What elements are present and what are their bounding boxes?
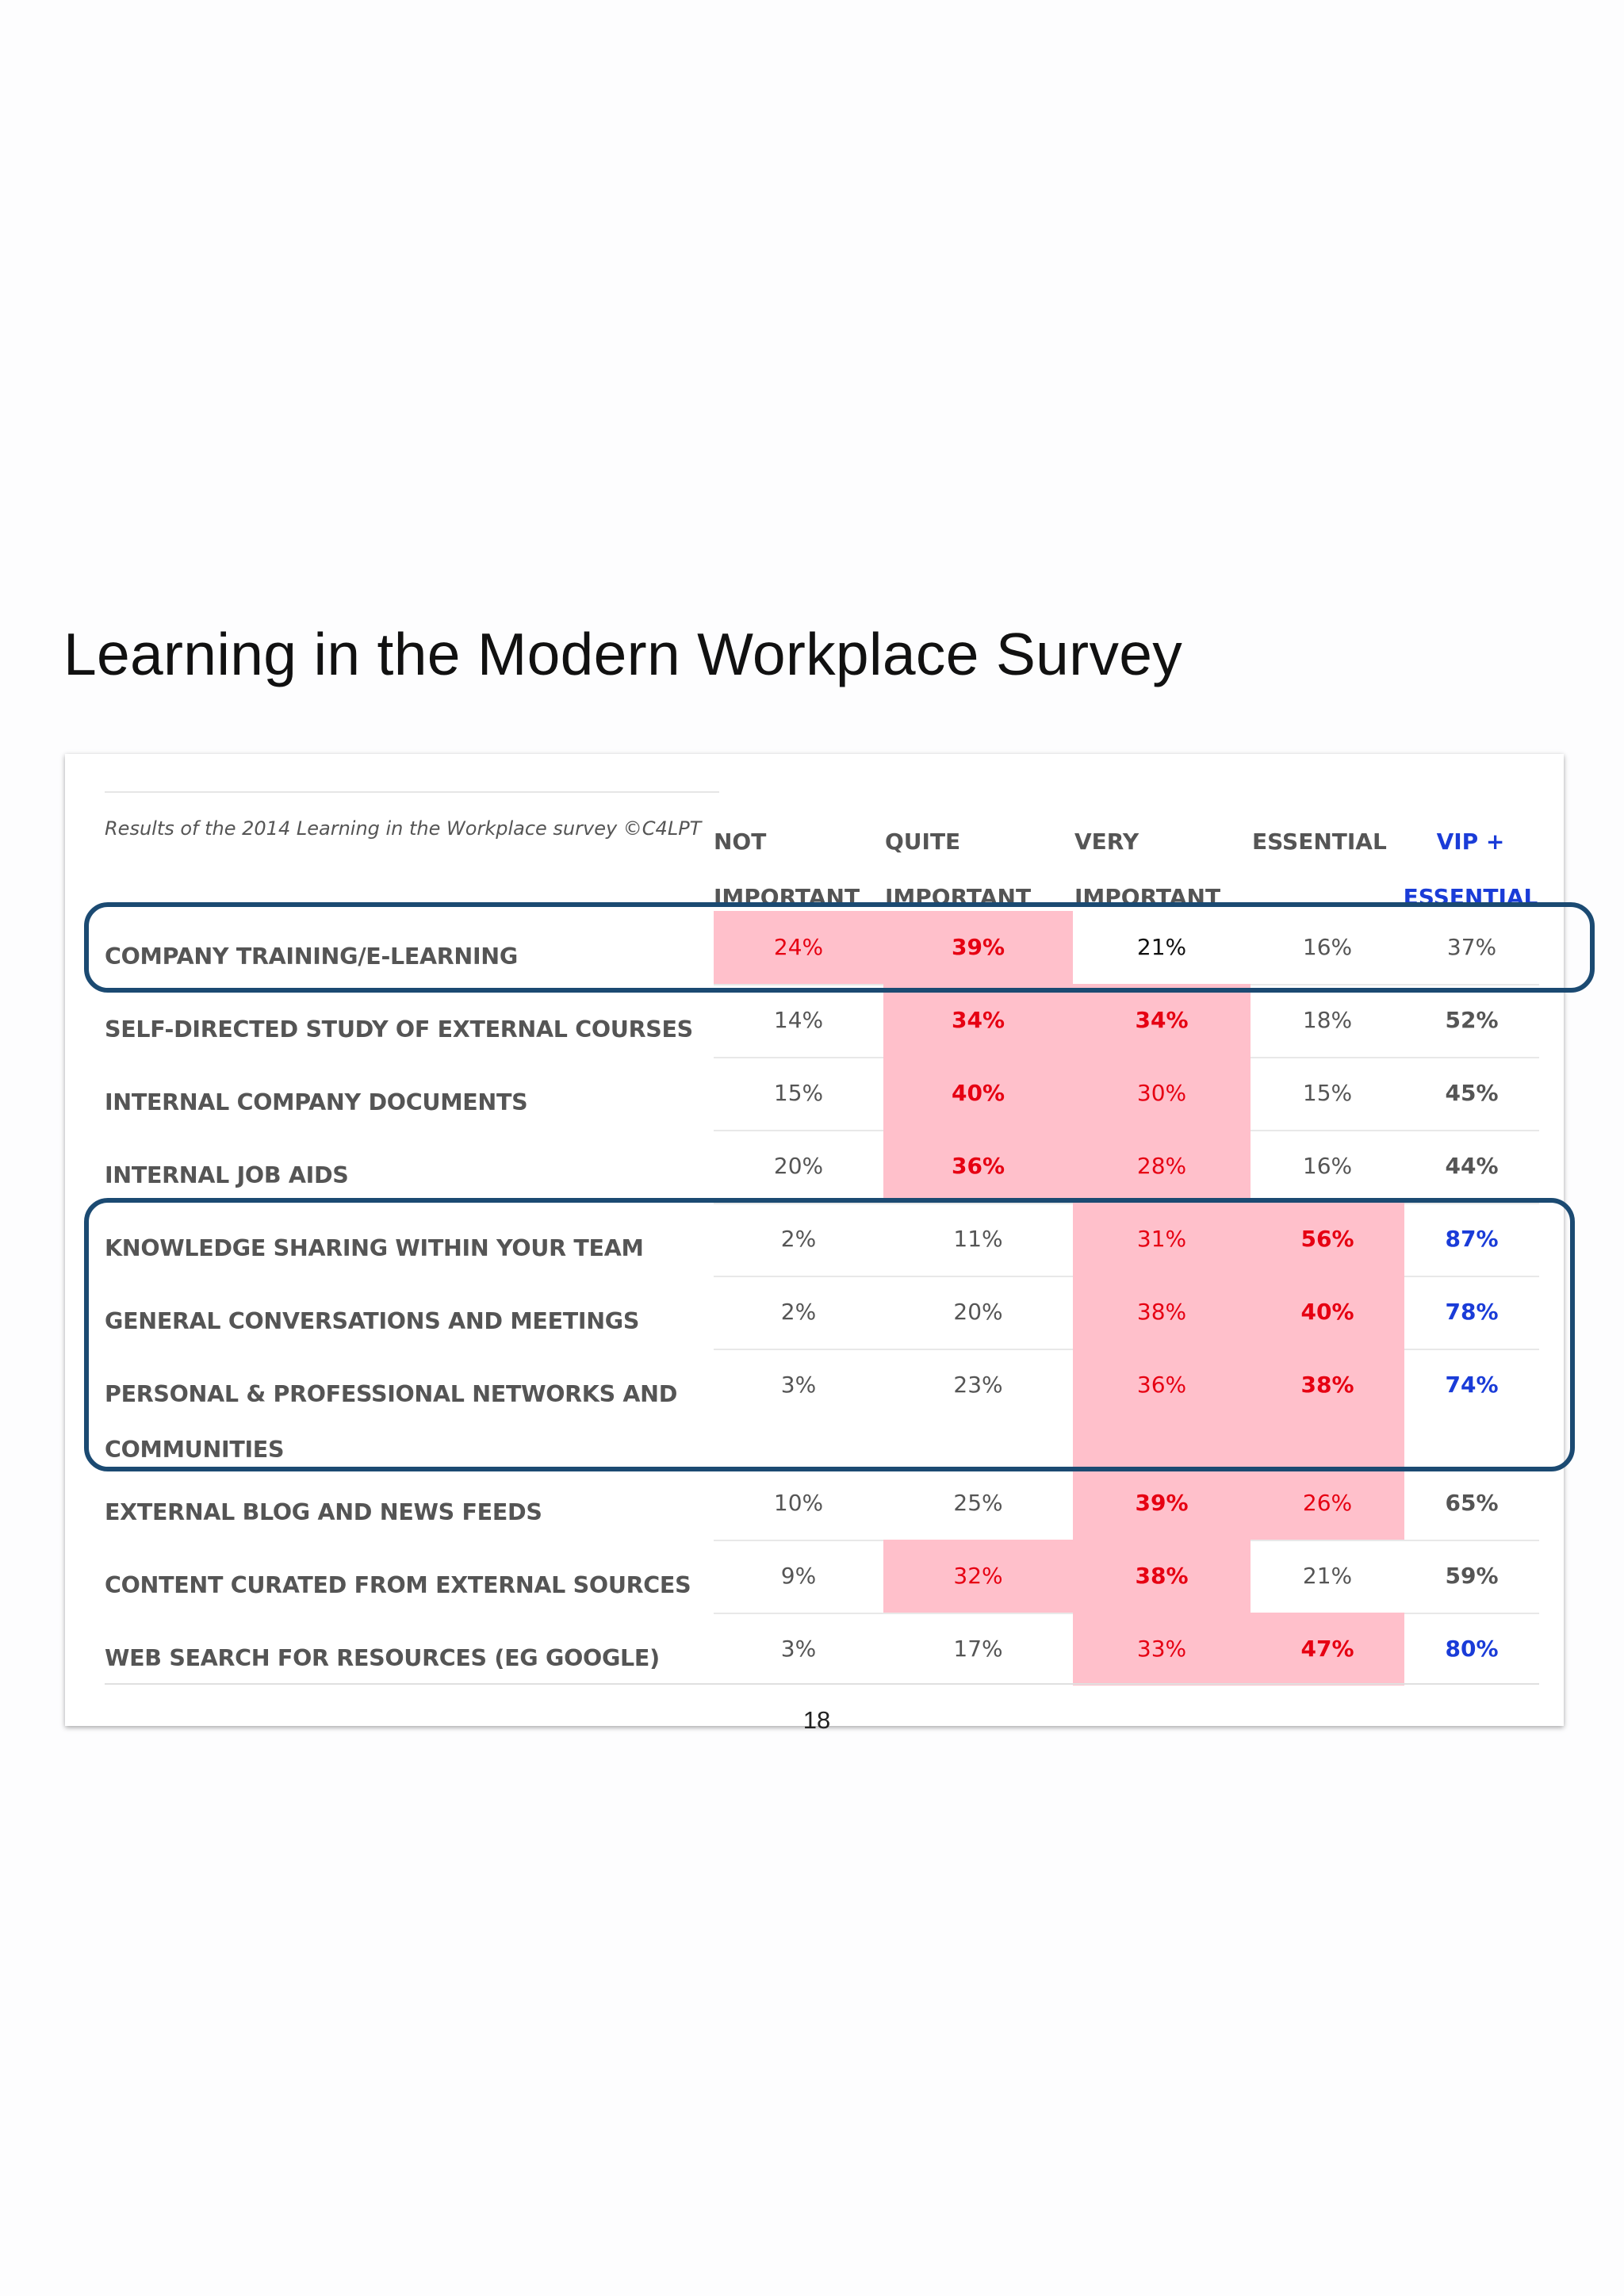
column-header-quite-important: QUITE IMPORTANT xyxy=(885,828,1032,910)
cell-essential: 56% xyxy=(1251,1203,1404,1276)
cell-quite-important: 23% xyxy=(953,1372,1003,1398)
cell-not-important: 15% xyxy=(773,1080,824,1106)
cell-not-important: 3% xyxy=(780,1372,817,1398)
table-row xyxy=(65,1613,1564,1686)
cell-not-important: 14% xyxy=(773,1007,824,1033)
table-bottom-rule xyxy=(105,1683,1539,1685)
cell-not-important: 20% xyxy=(773,1153,824,1179)
column-header-not-important: NOT IMPORTANT xyxy=(714,828,860,910)
cell-very-important: 36% xyxy=(1073,1349,1251,1467)
cell-very-important: 21% xyxy=(1136,934,1187,960)
cell-not-important: 2% xyxy=(780,1299,817,1325)
cell-vip-essential: 65% xyxy=(1445,1490,1499,1516)
cell-vip-essential: 44% xyxy=(1445,1153,1499,1179)
cell-essential: 18% xyxy=(1302,1007,1353,1033)
header-rule xyxy=(105,791,719,793)
cell-quite-important: 20% xyxy=(953,1299,1003,1325)
cell-vip-essential: 52% xyxy=(1445,1007,1499,1033)
cell-not-important: 3% xyxy=(780,1636,817,1662)
cell-vip-essential: 37% xyxy=(1446,934,1497,960)
cell-essential: 16% xyxy=(1302,934,1353,960)
cell-very-important: 39% xyxy=(1073,1467,1251,1540)
cell-very-important: 28% xyxy=(1073,1130,1251,1203)
table-row xyxy=(65,1130,1564,1203)
row-label: SELF-DIRECTED STUDY OF EXTERNAL COURSES xyxy=(105,1016,693,1043)
table-row xyxy=(65,1540,1564,1613)
column-header-vip-essential: VIP + ESSENTIAL xyxy=(1403,828,1538,910)
page-title: Learning in the Modern Workplace Survey xyxy=(63,621,1183,687)
cell-essential: 15% xyxy=(1302,1080,1353,1106)
row-label: PERSONAL & PROFESSIONAL NETWORKS AND COMMUNITIES xyxy=(105,1381,678,1463)
table-caption: Results of the 2014 Learning in the Workplace survey ©C4LPT xyxy=(105,817,702,840)
cell-quite-important: 25% xyxy=(953,1490,1003,1516)
cell-very-important: 30% xyxy=(1073,1057,1251,1130)
cell-essential: 16% xyxy=(1302,1153,1353,1179)
cell-very-important: 38% xyxy=(1073,1276,1251,1349)
row-label: KNOWLEDGE SHARING WITHIN YOUR TEAM xyxy=(105,1235,644,1261)
row-label: EXTERNAL BLOG AND NEWS FEEDS xyxy=(105,1499,542,1525)
cell-very-important: 33% xyxy=(1073,1613,1251,1686)
table-row xyxy=(65,984,1564,1057)
cell-quite-important: 17% xyxy=(953,1636,1003,1662)
cell-essential: 40% xyxy=(1251,1276,1404,1349)
cell-quite-important: 39% xyxy=(883,911,1073,984)
row-label: WEB SEARCH FOR RESOURCES (EG GOOGLE) xyxy=(105,1645,660,1671)
cell-very-important: 38% xyxy=(1073,1540,1251,1613)
table-row xyxy=(65,1057,1564,1130)
cell-not-important: 2% xyxy=(780,1226,817,1252)
cell-very-important: 31% xyxy=(1073,1203,1251,1276)
cell-quite-important: 36% xyxy=(883,1130,1073,1203)
cell-essential: 47% xyxy=(1251,1613,1404,1686)
cell-not-important: 9% xyxy=(780,1563,817,1589)
cell-essential: 21% xyxy=(1302,1563,1353,1589)
cell-vip-essential: 74% xyxy=(1445,1372,1499,1398)
column-header-very-important: VERY IMPORTANT xyxy=(1074,828,1221,910)
cell-not-important: 24% xyxy=(714,911,883,984)
row-label: INTERNAL JOB AIDS xyxy=(105,1162,349,1188)
cell-quite-important: 32% xyxy=(883,1540,1073,1613)
row-label: GENERAL CONVERSATIONS AND MEETINGS xyxy=(105,1308,640,1334)
survey-results-table-image xyxy=(65,754,1564,1726)
highlight-outline-company-training xyxy=(84,902,1595,993)
cell-essential: 38% xyxy=(1251,1349,1404,1467)
cell-vip-essential: 59% xyxy=(1445,1563,1499,1589)
cell-quite-important: 11% xyxy=(953,1226,1003,1252)
page-number: 18 xyxy=(802,1706,831,1734)
row-label: CONTENT CURATED FROM EXTERNAL SOURCES xyxy=(105,1572,691,1598)
highlight-outline-social-learning xyxy=(84,1198,1575,1471)
row-label: COMPANY TRAINING/E-LEARNING xyxy=(105,943,518,970)
cell-essential: 26% xyxy=(1251,1467,1404,1540)
table-row xyxy=(65,1467,1564,1540)
column-header-essential: ESSENTIAL xyxy=(1252,828,1387,855)
cell-vip-essential: 78% xyxy=(1445,1299,1499,1325)
cell-vip-essential: 80% xyxy=(1445,1636,1499,1662)
row-label: INTERNAL COMPANY DOCUMENTS xyxy=(105,1089,528,1115)
cell-quite-important: 40% xyxy=(883,1057,1073,1130)
cell-vip-essential: 45% xyxy=(1445,1080,1499,1106)
cell-vip-essential: 87% xyxy=(1445,1226,1499,1252)
cell-quite-important: 34% xyxy=(883,984,1073,1057)
cell-very-important: 34% xyxy=(1073,984,1251,1057)
cell-not-important: 10% xyxy=(773,1490,824,1516)
